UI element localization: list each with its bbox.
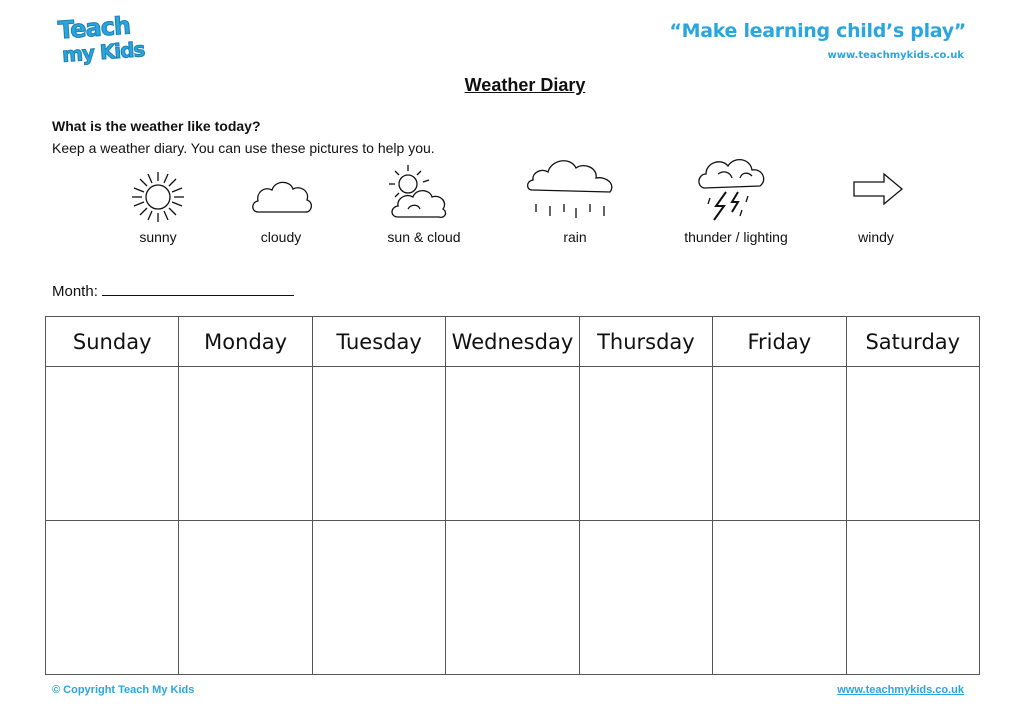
table-row bbox=[46, 367, 980, 521]
weather-label-sun-cloud: sun & cloud bbox=[387, 229, 461, 245]
day-header-tuesday: Tuesday bbox=[312, 317, 445, 367]
copyright-text: © Copyright Teach My Kids bbox=[52, 684, 195, 696]
cloud-icon bbox=[250, 176, 314, 218]
sun-cloud-icon bbox=[386, 162, 450, 224]
diary-cell[interactable] bbox=[846, 367, 979, 521]
site-url-top: www.teachmykids.co.uk bbox=[827, 50, 964, 61]
day-header-wednesday: Wednesday bbox=[446, 317, 579, 367]
weather-label-cloudy: cloudy bbox=[260, 229, 302, 245]
diary-cell[interactable] bbox=[713, 521, 846, 675]
sun-icon bbox=[126, 170, 190, 224]
table-row bbox=[46, 521, 980, 675]
weather-label-thunder: thunder / lighting bbox=[684, 229, 788, 245]
wind-arrow-icon bbox=[852, 172, 904, 206]
tagline: “Make learning child’s play” bbox=[669, 20, 966, 42]
logo-text-teach: Teach bbox=[57, 11, 131, 45]
day-header-monday: Monday bbox=[179, 317, 312, 367]
month-label: Month: bbox=[52, 283, 98, 300]
diary-cell[interactable] bbox=[579, 367, 712, 521]
diary-cell[interactable] bbox=[446, 521, 579, 675]
rain-icon bbox=[526, 154, 618, 226]
diary-cell[interactable] bbox=[46, 521, 179, 675]
weather-label-windy: windy bbox=[858, 229, 894, 245]
page-title: Weather Diary bbox=[464, 75, 586, 95]
thunder-icon bbox=[696, 154, 768, 226]
diary-cell[interactable] bbox=[446, 367, 579, 521]
month-field[interactable] bbox=[52, 281, 294, 300]
diary-cell[interactable] bbox=[179, 367, 312, 521]
diary-cell[interactable] bbox=[312, 521, 445, 675]
day-header-thursday: Thursday bbox=[579, 317, 712, 367]
weather-label-sunny: sunny bbox=[139, 229, 177, 245]
day-header-friday: Friday bbox=[713, 317, 846, 367]
day-header-row bbox=[46, 317, 980, 367]
diary-cell[interactable] bbox=[713, 367, 846, 521]
diary-cell[interactable] bbox=[579, 521, 712, 675]
diary-cell[interactable] bbox=[46, 367, 179, 521]
month-blank-line[interactable] bbox=[102, 281, 294, 296]
weather-diary-table bbox=[45, 316, 980, 675]
diary-cell[interactable] bbox=[179, 521, 312, 675]
diary-cell[interactable] bbox=[846, 521, 979, 675]
instruction-text: Keep a weather diary. You can use these pictures to help you. bbox=[52, 140, 435, 156]
teach-my-kids-logo bbox=[57, 11, 150, 70]
day-header-saturday: Saturday bbox=[846, 317, 979, 367]
logo-text-my-kids: my Kids bbox=[61, 37, 146, 67]
day-header-sunday: Sunday bbox=[46, 317, 179, 367]
footer-url-link[interactable]: www.teachmykids.co.uk bbox=[837, 684, 964, 696]
weather-label-rain: rain bbox=[563, 229, 587, 245]
question-text: What is the weather like today? bbox=[52, 118, 261, 134]
diary-cell[interactable] bbox=[312, 367, 445, 521]
